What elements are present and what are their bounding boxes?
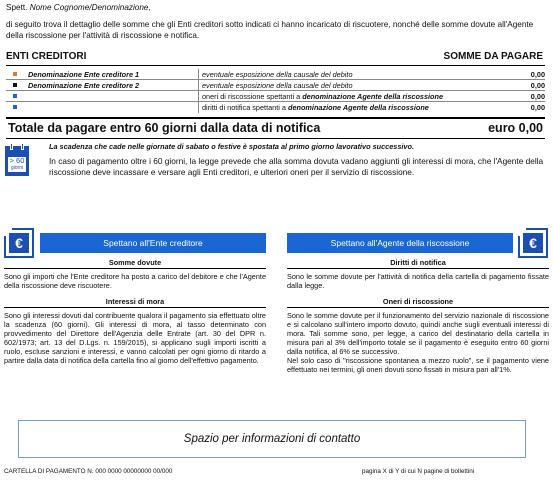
agent-desc-prefix: diritti di notifica spettanti a <box>202 103 286 112</box>
creditor-name: Denominazione Ente creditore 1 <box>28 70 140 79</box>
bullet-icon <box>13 72 17 76</box>
creditor-amount: 0,00 <box>530 70 545 79</box>
subsection-title: Somme dovute <box>108 258 162 267</box>
calendar-icon <box>5 146 29 176</box>
subsection-text: Sono gli interessi dovuti dal contribuente qualora il pagamento sia effettuato oltre la scadenza (60 giorni). Gli interessi di mora, al tasso determinato con provvedimento del Direttore dell'Agenzia delle Entrate (art. 30 del DPR n. 602/1973; art. 13 del D.Lgs. n. 159/2015), si applicano sugli importi iscritti a ruolo, escluse sanzioni e interessi, e vanno calcolati per ogni giorno di ritardo a partire dalla data di notifica della cartella fino al giorno dell'effettivo pagamento. <box>4 311 266 365</box>
contact-box: Spazio per informazioni di contatto <box>18 420 526 458</box>
creditor-row <box>6 80 545 91</box>
agent-desc <box>202 103 429 112</box>
agent-section <box>287 258 549 374</box>
footer-cartella: CARTELLA DI PAGAMENTO N. 000 0000 00000000 00/000 <box>4 468 173 475</box>
agent-amount: 0,00 <box>530 103 545 112</box>
creditors-header: ENTI CREDITORI <box>6 51 87 62</box>
agent-amount: 0,00 <box>530 92 545 101</box>
subsection-divider <box>287 268 549 269</box>
calendar-unit: giorni <box>10 164 24 171</box>
deadline-text: In caso di pagamento oltre i 60 giorni, la legge prevede che alla somma dovuta vadano aggiunti gli interessi di mora, che l'Agente della riscossione deve incassare e versare agli Enti creditori, e ulteriori oneri per il servizio di riscossione. <box>49 156 544 177</box>
euro-document-icon <box>518 228 548 258</box>
bullet-icon <box>13 94 17 98</box>
creditor-name: Denominazione Ente creditore 2 <box>28 81 140 90</box>
calendar-days: > 60 <box>9 156 25 165</box>
greeting <box>6 3 151 12</box>
deadline-note: La scadenza che cade nelle giornate di sabato o festive è spostata al primo giorno lavorativo successivo. <box>49 142 414 151</box>
calendar-ring <box>10 143 13 150</box>
subsection-divider <box>287 307 549 308</box>
subsection-text: Nel solo caso di "riscossione spontanea a mezzo ruolo", se il pagamento viene effettuato nei termini, gli oneri dovuti sono fissati in misura pari all'1%. <box>287 356 549 374</box>
subsection-title: Diritti di notifica <box>390 258 446 267</box>
creditor-row <box>6 69 545 80</box>
subsection-divider <box>4 307 266 308</box>
intro-text: di seguito trova il dettaglio delle somme che gli Enti creditori sotto indicati ci hanno incaricato di riscuotere, nonché delle somme dovute all'Agente della riscossione per l'attività di riscossione e notifica. <box>6 20 534 40</box>
euro-document-icon <box>4 228 34 258</box>
total-label: Totale da pagare entro 60 giorni dalla data di notifica <box>8 121 321 135</box>
subsection-title: Oneri di riscossione <box>382 297 454 306</box>
footer-page: pagina X di Y di cui N pagine di bollettini <box>362 468 475 475</box>
header-divider <box>6 65 545 66</box>
total-bottom-divider <box>6 138 545 139</box>
agent-desc-strong: denominazione Agente della riscossione <box>302 92 444 101</box>
calendar-face <box>8 157 26 172</box>
greeting-name: Nome Cognome/Denominazione, <box>29 3 151 12</box>
total-divider <box>6 117 545 119</box>
creditor-amount: 0,00 <box>530 81 545 90</box>
subsection-text: Sono le somme dovute per il funzionamento del servizio nazionale di riscossione e si calcolano sull'intero importo dovuto, quindi anche sugli eventuali interessi di mora. Tali somme sono, per legge, a carico del destinatario della cartella in misura pari al 3% dell'importo totale se il pagamento è eseguito entro 60 giorni dalla notifica, al 6% se successivo. <box>287 311 549 356</box>
agent-desc-strong: denominazione Agente della riscossione <box>288 103 429 112</box>
agent-row <box>6 102 545 113</box>
bullet-icon <box>13 105 17 109</box>
subsection-text: Sono gli importi che l'Ente creditore ha posto a carico del debitore e che l'Agente della riscossione deve riscuotere. <box>4 272 266 290</box>
bullet-icon <box>13 83 17 87</box>
euro-icon: € <box>523 233 543 253</box>
subsection-title: Interessi di mora <box>105 297 165 306</box>
column-divider <box>198 102 199 113</box>
creditor-section <box>4 258 266 365</box>
euro-icon: € <box>9 233 29 253</box>
total-value: euro 0,00 <box>488 121 543 135</box>
calendar-ring <box>21 143 24 150</box>
agent-desc-prefix: oneri di riscossione spettanti a <box>202 92 301 101</box>
creditor-section-title: Spettano all'Ente creditore <box>40 233 266 253</box>
creditor-desc: eventuale esposizione della causale del debito <box>202 70 353 79</box>
creditor-desc: eventuale esposizione della causale del debito <box>202 81 353 90</box>
greeting-prefix: Spett. <box>6 3 28 12</box>
subsection-divider <box>4 268 266 269</box>
agent-row <box>6 91 545 102</box>
subsection-text: Sono le somme dovute per l'attività di notifica della cartella di pagamento fissate dalla legge. <box>287 272 549 290</box>
agent-section-title: Spettano all'Agente della riscossione <box>287 233 513 253</box>
amounts-header: SOMME DA PAGARE <box>443 51 543 62</box>
